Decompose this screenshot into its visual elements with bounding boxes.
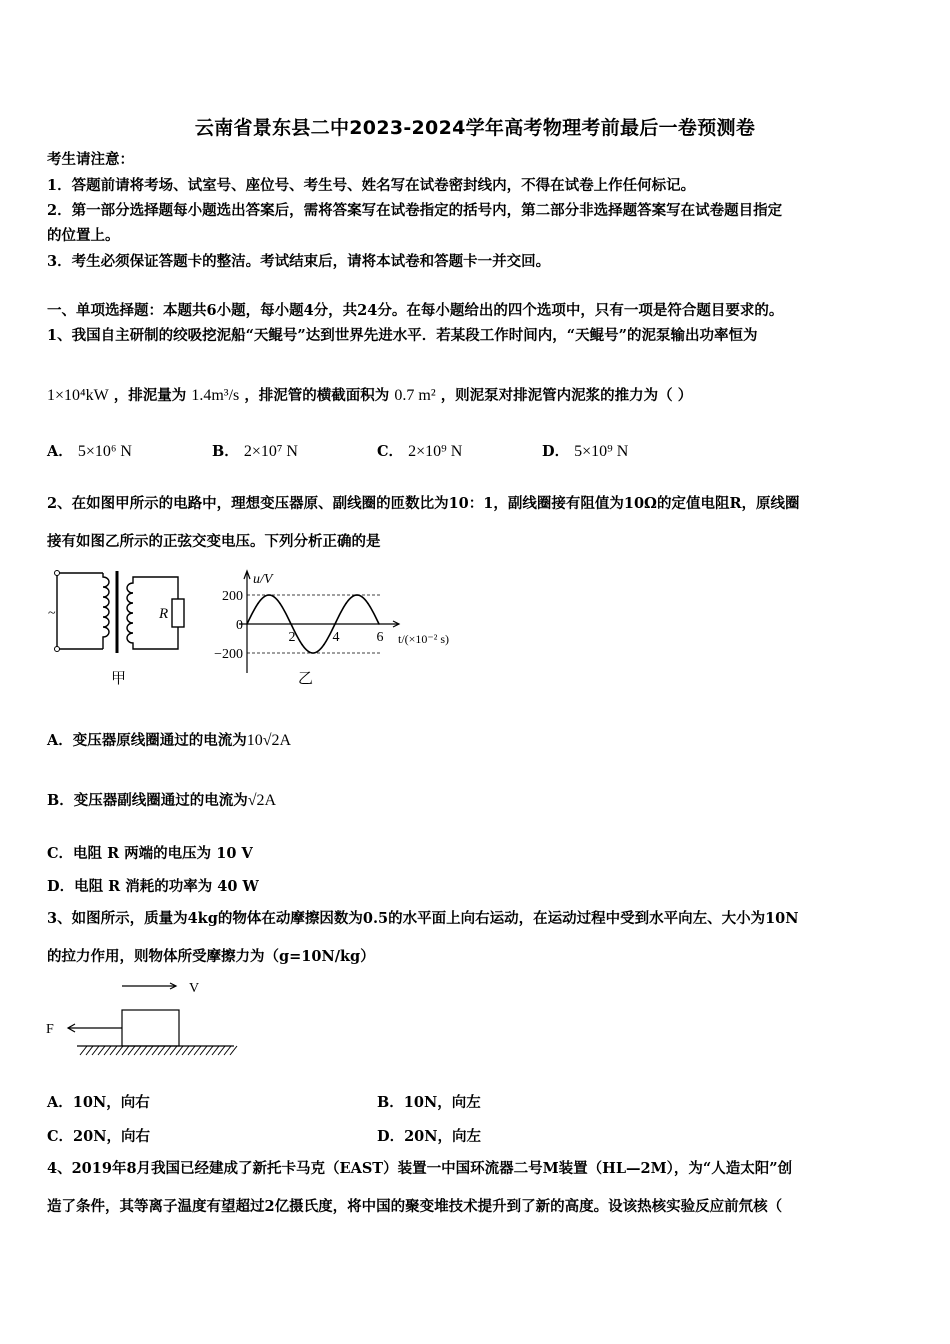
page-title: 云南省景东县二中2023-2024学年高考物理考前最后一卷预测卷 — [194, 117, 756, 139]
flow-formula: 1.4m³/s — [191, 387, 240, 404]
q2-option-b[interactable]: B．变压器副线圈通过的电流为√2A — [47, 792, 277, 809]
velocity-label: V — [189, 981, 200, 996]
figure-yi-label: 乙 — [298, 671, 314, 687]
notice-item: 1．答题前请将考场、试室号、座位号、考生号、姓名写在试卷密封线内，不得在试卷上作任何标记。 — [47, 177, 696, 194]
notice-heading: 考生请注意： — [47, 151, 134, 168]
question-2-text-2: 接有如图乙所示的正弦交变电压。下列分析正确的是 — [47, 533, 381, 550]
q1-option-b[interactable]: B． 2×10⁷ N — [212, 443, 298, 460]
question-3-text: 3、如图所示，质量为4kg的物体在动摩擦因数为0.5的水平面上向右运动，在运动过程中受到水平向左、大小为10N — [47, 910, 799, 927]
q3-option-d[interactable]: D．20N，向左 — [377, 1128, 482, 1145]
section-heading: 一、单项选择题：本题共6小题，每小题4分，共24分。在每小题给出的四个选项中，只有一项是符合题目要求的。 — [47, 302, 784, 319]
question-4-text: 4、2019年8月我国已经建成了新托卡马克（EAST）装置一中国环流器二号M装置（HL—2M），为“人造太阳”创 — [47, 1160, 793, 1177]
area-formula: 0.7 m² — [394, 387, 436, 404]
data-point — [367, 603, 369, 605]
data-point — [246, 623, 248, 625]
y-tick-label: −200 — [214, 647, 243, 662]
data-point — [279, 603, 281, 605]
notice-item: 3．考生必须保证答题卡的整洁。考试结束后，请将本试卷和答题卡一并交回。 — [47, 253, 551, 270]
circuit-diagram — [45, 565, 205, 690]
q3-option-c[interactable]: C．20N，向右 — [47, 1128, 150, 1145]
data-point — [345, 603, 347, 605]
x-axis-label: t/(×10⁻² s) — [398, 632, 450, 646]
data-point — [334, 623, 336, 625]
voltage-chart — [200, 565, 470, 690]
q2-option-c[interactable]: C．电阻 R 两端的电压为 10 V — [47, 845, 253, 862]
q1-option-a[interactable]: A． 5×10⁶ N — [47, 443, 132, 460]
notice-item: 的位置上。 — [47, 227, 120, 244]
question-1-text: 1、我国自主研制的绞吸挖泥船“天鲲号”达到世界先进水平．若某段工作时间内，“天鲲号”的泥泵输出功率恒为 — [47, 327, 758, 344]
q2-option-d[interactable]: D．电阻 R 消耗的功率为 40 W — [47, 878, 259, 895]
data-point — [301, 644, 303, 646]
ac-source-symbol: ~ — [48, 606, 56, 621]
data-point — [257, 603, 259, 605]
data-point — [290, 623, 292, 625]
x-tick-label: 4 — [332, 630, 340, 645]
q1-option-d[interactable]: D． 5×10⁹ N — [542, 443, 629, 460]
question-4-text-2: 造了条件，其等离子温度有望超过2亿摄氏度，将中国的聚变堆技术提升到了新的高度。设该热核实验反应前氘核（ — [47, 1198, 783, 1215]
y-tick-label: 0 — [236, 618, 243, 633]
resistor-label: R — [159, 606, 169, 622]
q2-option-a[interactable]: A．变压器原线圈通过的电流为10√2A — [47, 732, 292, 749]
q1-option-c[interactable]: C． 2×10⁹ N — [377, 443, 463, 460]
question-3-text-2: 的拉力作用，则物体所受摩擦力为（g=10N/kg） — [47, 948, 375, 965]
data-point — [268, 594, 270, 596]
x-tick-label: 2 — [288, 630, 296, 645]
data-point — [323, 644, 325, 646]
question-1-stem: 1×10⁴kW ，排泥量为 1.4m³/s ，排泥管的横截面积为 0.7 m² ，则泥泵对排泥管内泥浆的推力为（ ） — [47, 387, 693, 404]
data-point — [312, 652, 314, 654]
q3-option-a[interactable]: A．10N，向右 — [47, 1094, 150, 1111]
data-point — [356, 594, 358, 596]
x-tick-label: 6 — [376, 630, 384, 645]
data-point — [378, 623, 380, 625]
question-2-text: 2、在如图甲所示的电路中，理想变压器原、副线圈的匝数比为10：1，副线圈接有阻值为10Ω的定值电阻R，原线圈 — [47, 495, 800, 512]
notice-item: 2．第一部分选择题每小题选出答案后，需将答案写在试卷指定的括号内，第二部分非选择题答案写在试卷题目指定 — [47, 202, 783, 219]
y-tick-label: 200 — [222, 589, 243, 604]
block-diagram — [44, 975, 244, 1065]
power-formula: 1×10⁴kW — [47, 387, 109, 404]
force-label: F — [46, 1022, 54, 1037]
figure-jia-label: 甲 — [111, 671, 127, 687]
y-axis-label: u/V — [253, 572, 273, 587]
q3-option-b[interactable]: B．10N，向左 — [377, 1094, 481, 1111]
